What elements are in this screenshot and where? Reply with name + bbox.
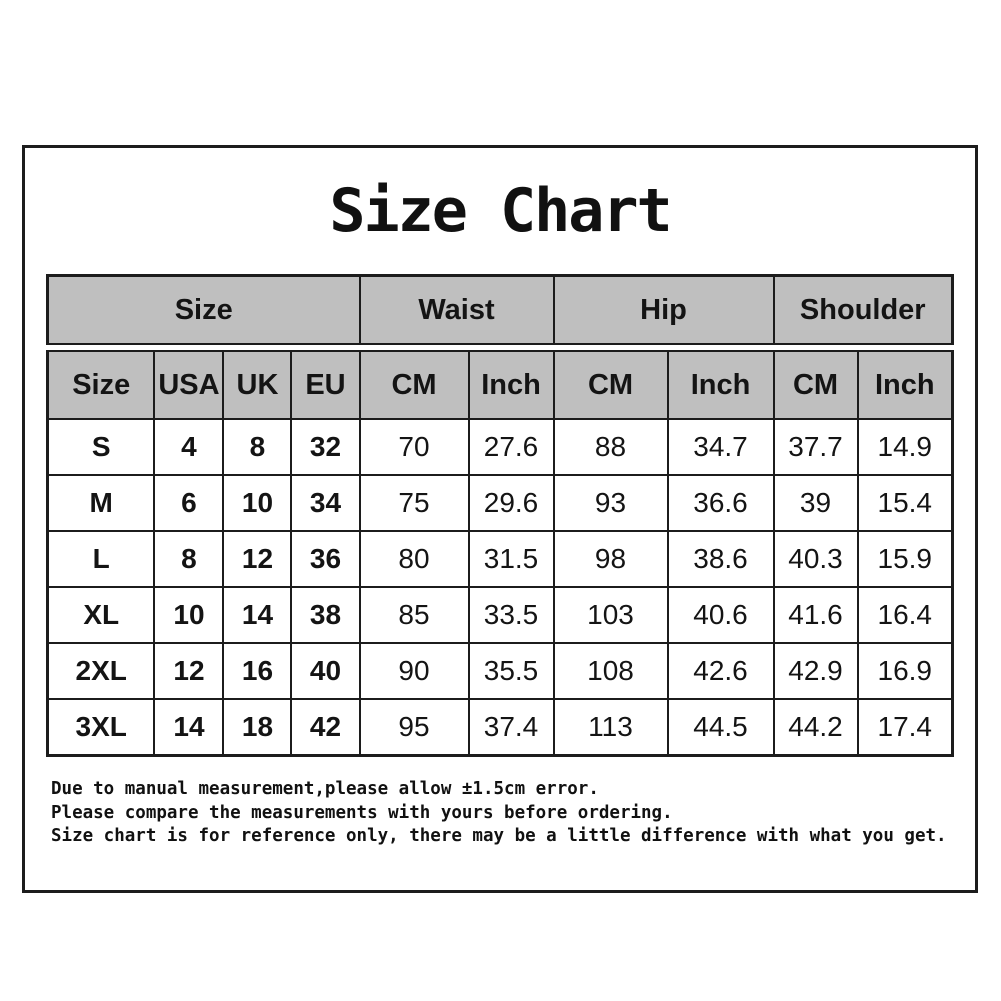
note-line-reference: Size chart is for reference only, there may be a little difference with what you get. [51,826,947,846]
table-cell: 44.5 [668,699,774,756]
group-header-shoulder: Shoulder [774,276,953,345]
table-cell: 36.6 [668,475,774,531]
table-cell: 35.5 [469,643,554,699]
table-cell: 70 [360,419,469,475]
table-cell: 40.6 [668,587,774,643]
table-cell: 42 [291,699,359,756]
chart-frame [22,145,978,893]
table-cell: 17.4 [858,699,953,756]
table-cell: 14 [223,587,291,643]
table-cell: 12 [154,643,223,699]
table-cell: 18 [223,699,291,756]
table-cell: 4 [154,419,223,475]
column-header-uk: UK [223,351,291,419]
table-cell: 8 [154,531,223,587]
table-cell: 33.5 [469,587,554,643]
table-cell: 34.7 [668,419,774,475]
table-cell: 98 [554,531,668,587]
header-gap [47,344,952,351]
table-cell: 29.6 [469,475,554,531]
note-line-measurement-error: Due to manual measurement,please allow ±1.5cm error. [51,779,599,799]
table-cell: 8 [223,419,291,475]
table-cell: 40.3 [774,531,858,587]
table-row-l [47,531,952,587]
table-cell: 16.9 [858,643,953,699]
table-cell: 88 [554,419,668,475]
table-cell: 42.9 [774,643,858,699]
table-cell: 42.6 [668,643,774,699]
table-cell: 6 [154,475,223,531]
table-cell: 40 [291,643,359,699]
group-header-hip: Hip [554,276,774,345]
group-header-row [47,276,952,345]
table-cell: 85 [360,587,469,643]
table-cell: 80 [360,531,469,587]
group-header-size: Size [47,276,359,345]
table-cell: XL [47,587,154,643]
table-cell: 37.7 [774,419,858,475]
table-cell: 39 [774,475,858,531]
table-cell: 3XL [47,699,154,756]
notes [51,778,975,849]
table-cell: 10 [154,587,223,643]
table-cell: 41.6 [774,587,858,643]
header-gap-row [47,344,952,351]
table-cell: 15.9 [858,531,953,587]
table-cell: S [47,419,154,475]
table-cell: 95 [360,699,469,756]
table-cell: 90 [360,643,469,699]
table-cell: 15.4 [858,475,953,531]
group-header-waist: Waist [360,276,554,345]
note-line-compare: Please compare the measurements with yours before ordering. [51,802,673,823]
table-row-s [47,419,952,475]
size-table [46,274,954,757]
column-header-shoulder-inch: Inch [858,351,953,419]
table-cell: 31.5 [469,531,554,587]
table-cell: 16.4 [858,587,953,643]
table-cell: 108 [554,643,668,699]
table-cell: 38 [291,587,359,643]
table-row-2xl [47,643,952,699]
column-header-size: Size [47,351,154,419]
column-header-eu: EU [291,351,359,419]
table-cell: 37.4 [469,699,554,756]
table-cell: 14 [154,699,223,756]
column-header-usa: USA [154,351,223,419]
table-cell: 14.9 [858,419,953,475]
table-row-m [47,475,952,531]
column-header-hip-inch: Inch [668,351,774,419]
page-title: Size Chart [329,176,671,246]
table-cell: 103 [554,587,668,643]
table-cell: 75 [360,475,469,531]
table-cell: 36 [291,531,359,587]
table-cell: 16 [223,643,291,699]
table-cell: 10 [223,475,291,531]
column-header-row [47,351,952,419]
column-header-shoulder-cm: CM [774,351,858,419]
table-cell: 27.6 [469,419,554,475]
table-cell: 44.2 [774,699,858,756]
table-cell: 2XL [47,643,154,699]
table-cell: 113 [554,699,668,756]
table-cell: 32 [291,419,359,475]
table-cell: 93 [554,475,668,531]
table-row-xl [47,587,952,643]
table-row-3xl [47,699,952,756]
column-header-hip-cm: CM [554,351,668,419]
table-cell: M [47,475,154,531]
column-header-waist-cm: CM [360,351,469,419]
column-header-waist-inch: Inch [469,351,554,419]
table-cell: 38.6 [668,531,774,587]
table-cell: 34 [291,475,359,531]
table-cell: 12 [223,531,291,587]
table-cell: L [47,531,154,587]
